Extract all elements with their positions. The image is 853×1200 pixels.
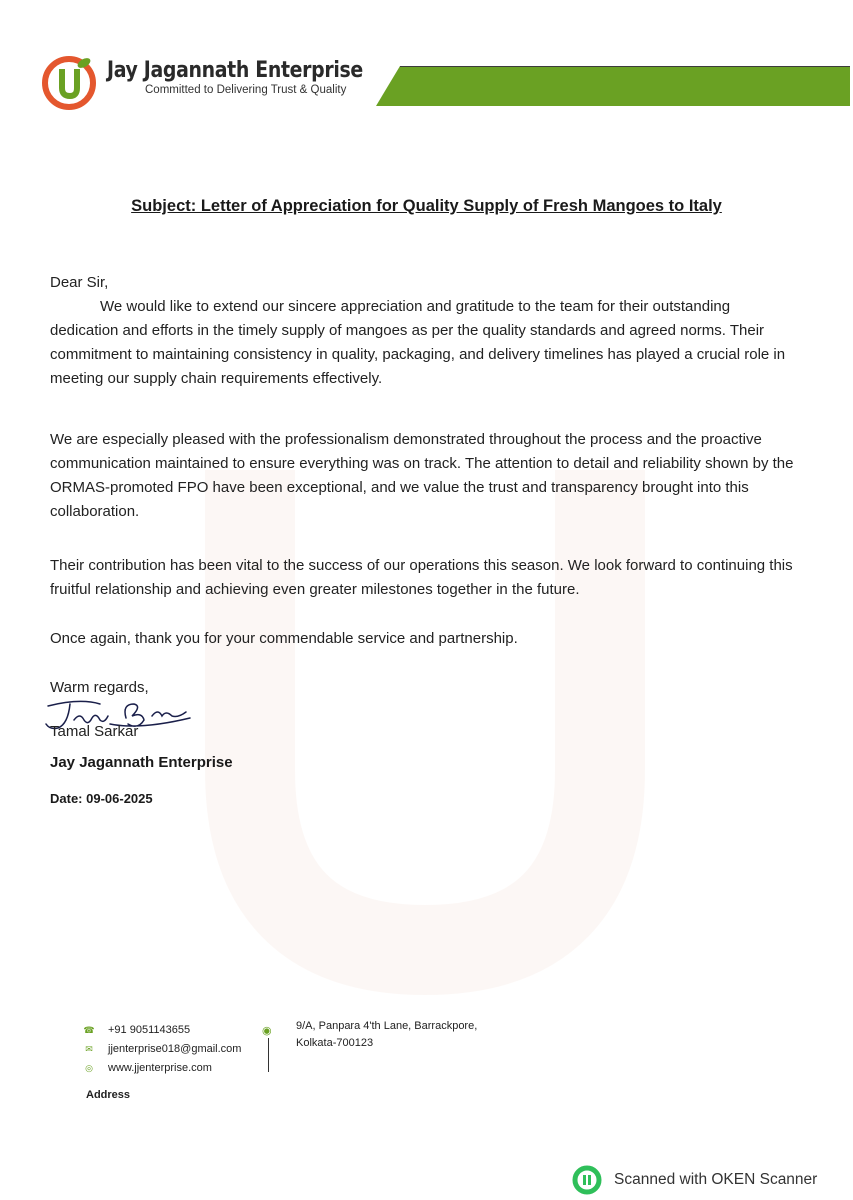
website-url: www.jjenterprise.com <box>108 1062 212 1074</box>
signer-company: Jay Jagannath Enterprise <box>50 754 233 771</box>
contact-phone <box>82 1022 190 1038</box>
scanner-label: Scanned with OKEN Scanner <box>614 1171 818 1188</box>
salutation: Dear Sir, <box>50 274 109 291</box>
scanner-badge <box>572 1165 817 1195</box>
address-line-1: 9/A, Panpara 4'th Lane, Barrackpore, <box>296 1020 478 1032</box>
header-green-bar <box>376 66 850 106</box>
phone-number: +91 9051143655 <box>108 1024 191 1036</box>
email-icon: ✉ <box>85 1043 93 1054</box>
letter-subject: Subject: Letter of Appreciation for Quality Supply of Fresh Mangoes to Italy <box>131 197 722 215</box>
paragraph-2: We are especially pleased with the professionalism demonstrated throughout the process and the proactive communication maintained to ensure everything was on track. The attention to detail and reliability shown by the ORMAS-promoted FPO have been exceptional, and we value the trust and transparency brought into this collaboration. <box>50 431 794 520</box>
phone-icon: ☎ <box>83 1024 95 1035</box>
contact-website <box>82 1060 212 1076</box>
address-block <box>296 1018 526 1052</box>
email-address: jjenterprise018@gmail.com <box>108 1043 242 1055</box>
footer-divider <box>268 1038 269 1072</box>
closing: Warm regards, <box>50 679 149 696</box>
paragraph-4: Once again, thank you for your commendable service and partnership. <box>50 630 518 647</box>
company-name: Jay Jagannath Enterprise <box>107 58 363 83</box>
address-line-2: Kolkata-700123 <box>296 1037 374 1049</box>
paragraph-3: Their contribution has been vital to the success of our operations this season. We look forward to continuing this fruitful relationship and achieving even greater milestones together in the future. <box>50 557 793 598</box>
oken-scanner-icon <box>572 1165 602 1195</box>
paragraph-1: We would like to extend our sincere appreciation and gratitude to the team for their outstanding dedication and efforts in the timely supply of mangoes as per the quality standards and agreed norms. Their commitment to maintaining consistency in quality, packaging, and delivery timelines has played a crucial role in meeting our supply chain requirements effectively. <box>50 298 786 387</box>
globe-icon: ◎ <box>85 1062 93 1073</box>
letter-date: Date: 09-06-2025 <box>50 791 153 806</box>
address-label: Address <box>86 1089 131 1101</box>
company-tagline: Committed to Delivering Trust & Quality <box>145 84 347 96</box>
location-pin-icon: ◉ <box>262 1025 272 1037</box>
signer-name: Tamal Sarkar <box>50 723 139 740</box>
contact-email <box>82 1041 241 1057</box>
company-logo <box>40 52 98 110</box>
